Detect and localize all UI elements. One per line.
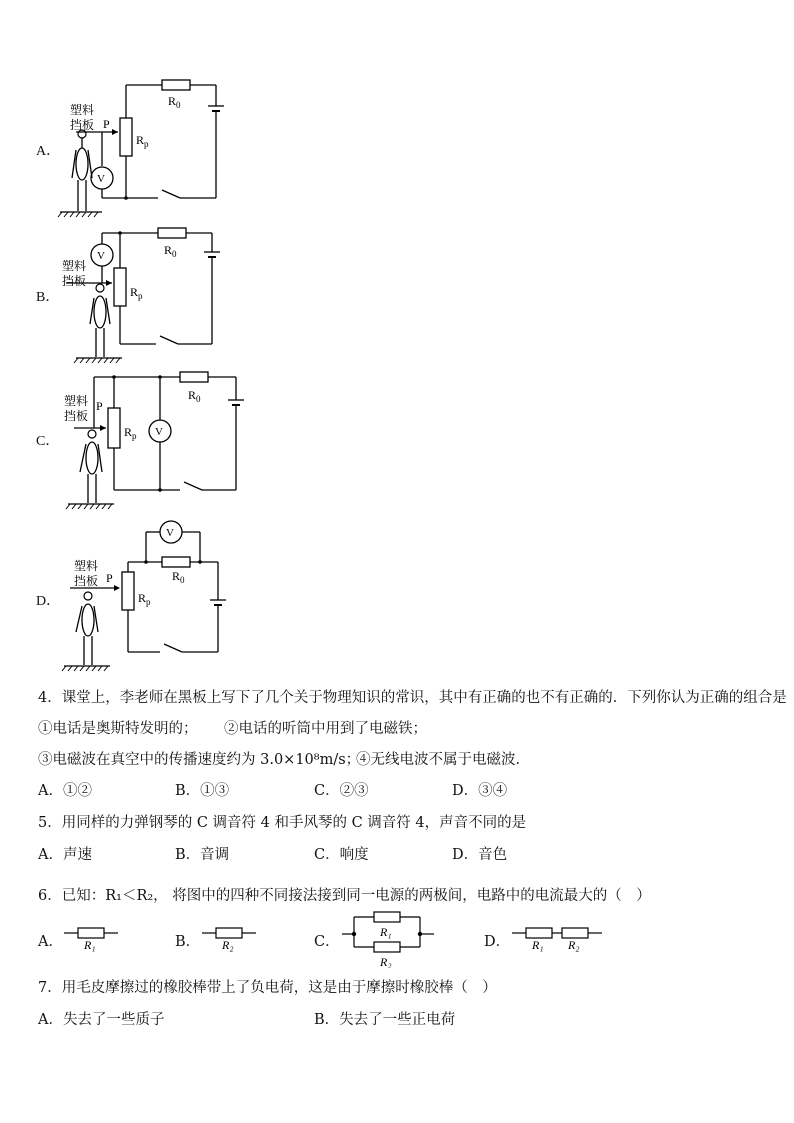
question-7-stem: 7．用毛皮摩擦过的橡胶棒带上了负电荷，这是由于摩擦时橡胶棒（ ） [38,980,497,996]
rp-label: $R_p$ [124,425,137,441]
circuit-c-diagram [30,372,270,512]
choice-a[interactable]: A．①② [38,783,92,799]
board-label-1: 塑料 [64,394,89,408]
slider-label: P [106,571,113,585]
r2-label: R₂ [222,938,234,952]
r2-label: R₂ [380,955,392,968]
board-label-2: 挡板 [70,118,95,132]
circuit-a-diagram [30,78,270,218]
statement-3: ③电磁波在真空中的传播速度约为 3.0×10⁸m/s； [38,752,361,768]
question-5-stem: 5．用同样的力弹钢琴的 C 调音符 4 和手风琴的 C 调音符 4，声音不同的是 [38,815,527,831]
choice-a[interactable]: A．声速 [38,847,92,863]
slider-label: P [103,117,110,131]
choice-d[interactable]: D． [484,934,511,950]
voltmeter-label: V [166,527,174,539]
choice-d[interactable]: D．音色 [452,847,508,863]
voltmeter-label: V [97,250,105,262]
circuit-option-a [30,78,270,218]
choice-c[interactable]: C．响度 [314,847,369,863]
rp-label: $R_p$ [138,591,151,607]
choice-b[interactable]: B．失去了一些正电荷 [314,1012,456,1028]
board-label-1: 塑料 [70,103,95,117]
choice-b[interactable]: B． [175,934,201,950]
r1-label: R₁ [84,938,96,952]
circuit-option-b [30,226,270,364]
board-label-2: 挡板 [64,409,89,423]
statement-1: ①电话是奥斯特发明的； [38,721,198,737]
circuit-option-c [30,372,270,512]
r1-label: R₁ [532,938,544,952]
circuit-d-diagram [30,520,270,672]
board-label-2: 挡板 [62,274,87,288]
r0-label: $R_0$ [172,569,185,585]
rp-label: $R_p$ [136,133,149,149]
choice-a[interactable]: A． [38,934,63,950]
slider-label: P [96,399,103,413]
resistor-r1-diagram [62,922,122,952]
parallel-resistors-diagram [340,908,440,968]
circuit-b-diagram [30,226,270,364]
choice-c[interactable]: C． [314,934,340,950]
board-label-1: 塑料 [74,559,99,573]
r0-label: $R_0$ [188,388,201,404]
r2-label: R₂ [568,938,580,952]
r1-label: R₁ [380,925,392,939]
choice-c[interactable]: C．②③ [314,783,369,799]
choice-b[interactable]: B．音调 [175,847,230,863]
question-4-stem: 4．课堂上，李老师在黑板上写下了几个关于物理知识的常识，其中有正确的也不有正确的．下列你认为正确的组合是 [38,690,787,706]
option-label: D． [36,594,61,609]
resistor-r2-diagram [200,922,260,952]
r0-label: $R_0$ [168,94,181,110]
rp-label: $R_p$ [130,285,143,301]
choice-d[interactable]: D．③④ [452,783,508,799]
board-label-1: 塑料 [62,259,87,273]
option-label: C． [36,434,60,449]
choice-a[interactable]: A．失去了一些质子 [38,1012,165,1028]
question-6-stem: 6．已知：R₁＜R₂， 将图中的四种不同接法接到同一电源的两极间，电路中的电流最大的（ ） [38,888,651,904]
choice-b[interactable]: B．①③ [175,783,230,799]
board-label-2: 挡板 [74,574,99,588]
voltmeter-label: V [155,426,163,438]
circuit-option-d [30,520,270,672]
series-resistors-diagram [510,922,606,952]
r0-label: $R_0$ [164,243,177,259]
voltmeter-label: V [97,173,105,185]
statement-4: ④无线电波不属于电磁波． [356,752,530,768]
statement-2: ②电话的听筒中用到了电磁铁； [224,721,427,737]
option-label: B． [36,290,60,305]
option-label: A． [36,144,61,159]
